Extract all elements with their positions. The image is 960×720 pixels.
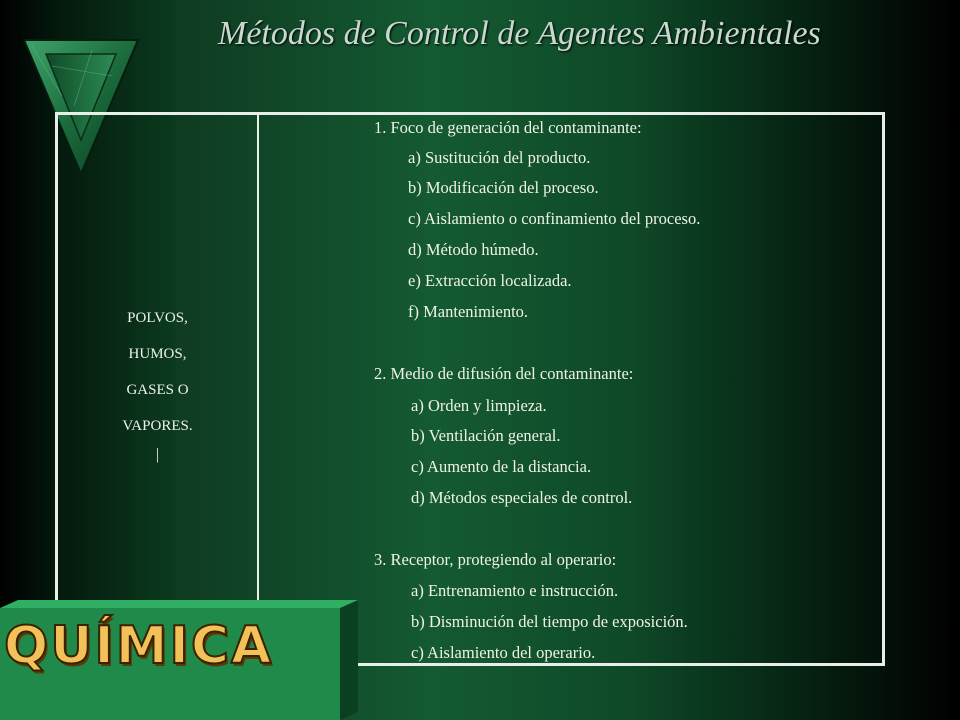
- slide-title: Métodos de Control de Agentes Ambientales: [218, 15, 821, 52]
- agent-label-humos: HUMOS,: [128, 346, 187, 362]
- section-2-heading: 2. Medio de difusión del contaminante:: [374, 364, 634, 383]
- list-item: d) Método húmedo.: [408, 240, 539, 259]
- table-column-divider: [257, 112, 259, 606]
- list-item: a) Sustitución del producto.: [408, 148, 591, 167]
- list-item: a) Entrenamiento e instrucción.: [411, 581, 619, 600]
- section-1-heading: 1. Foco de generación del contaminante:: [374, 118, 642, 137]
- list-item: b) Ventilación general.: [411, 426, 561, 445]
- list-item: b) Modificación del proceso.: [408, 178, 599, 197]
- agent-label-polvos: POLVOS,: [127, 310, 188, 326]
- category-badge-label: QUÍMICA: [4, 616, 274, 676]
- list-item: e) Extracción localizada.: [408, 271, 572, 290]
- list-item: c) Aislamiento del operario.: [411, 643, 596, 662]
- list-item: d) Métodos especiales de control.: [411, 488, 633, 507]
- list-item: a) Orden y limpieza.: [411, 396, 547, 415]
- agent-type-cell: [60, 300, 255, 466]
- agent-label-vapores: VAPORES.: [122, 418, 193, 434]
- agent-label-gases: GASES O: [126, 382, 189, 398]
- list-item: c) Aumento de la distancia.: [411, 457, 592, 476]
- section-3-heading: 3. Receptor, protegiendo al operario:: [374, 550, 617, 569]
- list-item: f) Mantenimiento.: [408, 302, 529, 321]
- list-item: b) Disminución del tiempo de exposición.: [411, 612, 688, 631]
- list-item: c) Aislamiento o confinamiento del proceso.: [408, 209, 701, 228]
- text-cursor-mark: |: [155, 446, 160, 463]
